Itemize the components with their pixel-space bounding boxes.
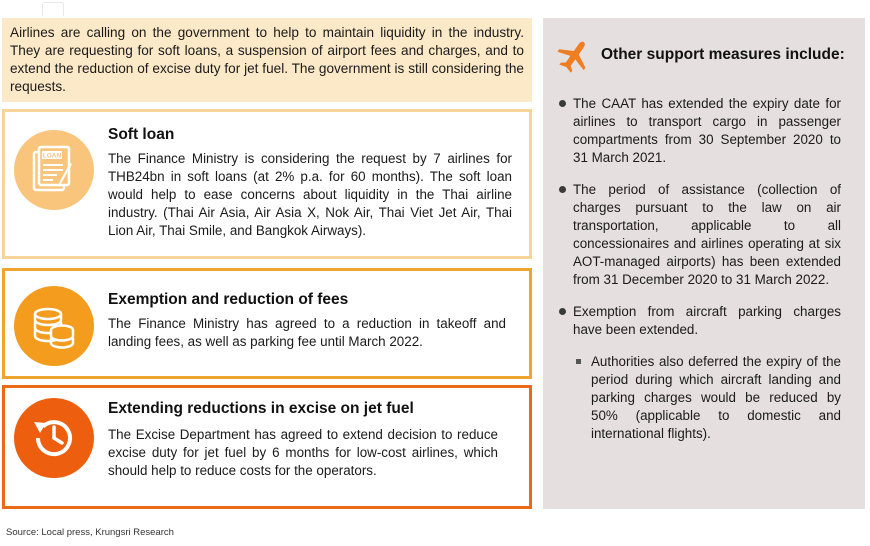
- loan-icon-label: LOAN: [42, 152, 62, 160]
- airplane-icon: [555, 37, 593, 80]
- coins-icon: [14, 286, 94, 366]
- excise-text: The Excise Department has agreed to extend decision to reduce excise duty for jet fuel by 6 months for low-cost airlines, which should help to reduce costs for the operators.: [108, 427, 498, 478]
- decorative-tab-icon: [42, 2, 64, 16]
- list-item: [557, 95, 841, 167]
- clock-history-icon: [14, 398, 94, 478]
- loan-document-icon: [14, 130, 94, 210]
- fees-card: [2, 268, 532, 379]
- support-measures-panel: [543, 18, 865, 509]
- fees-title: Exemption and reduction of fees: [108, 291, 349, 308]
- fees-text: The Finance Ministry has agreed to a reduction in takeoff and landing fees, as well as parking fee until March 2022.: [108, 316, 506, 349]
- sub-measure-text: Authorities also deferred the expiry of the period during which aircraft landing and parking charges would be reduced by 50% (applicable to domestic and international flights).: [591, 354, 841, 441]
- measure-text: Exemption from aircraft parking charges have been extended.: [573, 304, 841, 337]
- bullet-icon: [559, 100, 566, 107]
- square-bullet-icon: [576, 359, 581, 364]
- excise-title: Extending reductions in excise on jet fuel: [108, 400, 414, 417]
- sub-list-item: [557, 353, 841, 443]
- soft-loan-title: Soft loan: [108, 126, 175, 143]
- intro-text: Airlines are calling on the government to help to maintain liquidity in the industry. They are requesting for soft loans, a suspension of airport fees and charges, and to extend the reduction of excise duty for jet fuel. The government is still considering the requests.: [10, 25, 524, 94]
- source-note: Source: Local press, Krungsri Research: [6, 527, 174, 538]
- excise-card: [2, 385, 532, 509]
- list-item: [557, 181, 841, 289]
- list-item: [557, 303, 841, 339]
- soft-loan-card: [2, 109, 532, 259]
- measure-text: The period of assistance (collection of charges pursuant to the law on air transportation, applicable to all concessionaires and airlines operating at six AOT-managed airports) has been extended from 31 December 2020 to 31 March 2022.: [573, 182, 841, 287]
- bullet-icon: [559, 308, 566, 315]
- intro-box: [2, 18, 532, 102]
- bullet-icon: [559, 186, 566, 193]
- panel-title: Other support measures include:: [601, 46, 845, 63]
- soft-loan-text: The Finance Ministry is considering the request by 7 airlines for THB24bn in soft loans (at 2% p.a. for 60 months). The soft loan would help to ease concerns about liquidity in the Thai airline industry. (Thai Air Asia, Air Asia X, Nok Air, Thai Viet Jet Air, Thai Lion Air, Thai Smile, and Bangkok Airways).: [108, 151, 512, 238]
- measures-list: [557, 95, 841, 457]
- measure-text: The CAAT has extended the expiry date for airlines to transport cargo in passenger compartments from 30 September 2020 to 31 March 2021.: [573, 96, 841, 165]
